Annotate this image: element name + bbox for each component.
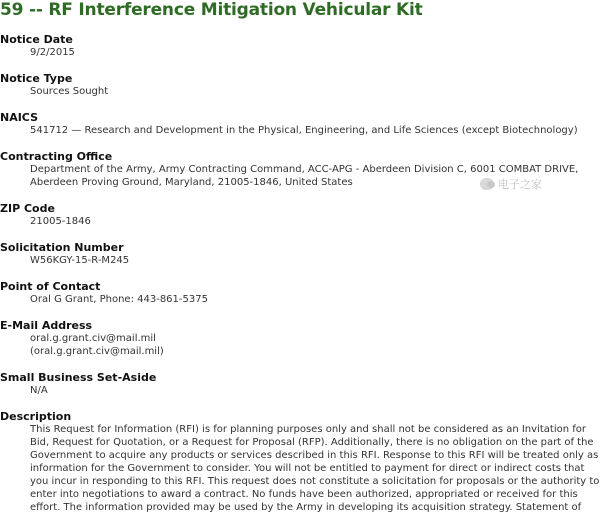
notice-type-value: Sources Sought	[30, 86, 109, 97]
description-line: This Request for Information (RFI) is for planning purposes only and shall not be considered as an Invitation for	[30, 424, 586, 435]
contracting-office-line: Department of the Army, Army Contracting Command, ACC-APG - Aberdeen Division C, 6001 COMBAT DRIVE,	[30, 164, 579, 175]
point-of-contact-value: Oral G Grant, Phone: 443-861-5375	[30, 294, 208, 305]
notice-type-field	[0, 72, 600, 98]
description-line: information for the Government to consider. You will not be entitled to payment for direct or indirect costs that	[30, 463, 585, 474]
naics-value: 541712 — Research and Development in the Physical, Engineering, and Life Sciences (except Biotechnology)	[30, 125, 578, 136]
description-line: Government to acquire any products or services described in this RFI. Response to this RFI will be treated only as	[30, 450, 599, 461]
email-address-label: E-Mail Address	[0, 319, 93, 332]
email-link-secondary[interactable]: (oral.g.grant.civ@mail.mil)	[30, 346, 164, 357]
notice-date-label: Notice Date	[0, 33, 73, 46]
description-label: Description	[0, 410, 72, 423]
point-of-contact-label: Point of Contact	[0, 280, 101, 293]
small-business-value: N/A	[30, 385, 48, 396]
description-line: Bid, Request for Quotation, or a Request for Proposal (RFP). Additionally, there is no obligation on the part of the	[30, 437, 594, 448]
solicitation-number-field	[0, 241, 600, 267]
email-address-value	[0, 332, 600, 358]
notice-type-label: Notice Type	[0, 72, 73, 85]
contracting-office-line: Aberdeen Proving Ground, Maryland, 21005-1846, United States	[30, 177, 353, 188]
solicitation-number-value: W56KGY-15-R-M245	[30, 255, 130, 266]
watermark	[480, 176, 542, 192]
wechat-icon	[480, 178, 494, 190]
contracting-office-label: Contracting Office	[0, 150, 113, 163]
point-of-contact-field	[0, 280, 600, 306]
small-business-field	[0, 371, 600, 397]
naics-label: NAICS	[0, 111, 39, 124]
notice-date-field	[0, 33, 600, 59]
email-address-field	[0, 319, 600, 358]
page-title: 59 -- RF Interference Mitigation Vehicular Kit	[0, 0, 423, 20]
email-link[interactable]: oral.g.grant.civ@mail.mil	[30, 333, 156, 344]
description-text	[0, 423, 600, 514]
notice-date-value: 9/2/2015	[30, 47, 75, 58]
naics-field	[0, 111, 600, 137]
zip-code-field	[0, 202, 600, 228]
description-line: you incur in responding to this RFI. This request does not constitute a solicitation for proposals or the authority to	[30, 476, 600, 487]
watermark-text: 电子之家	[498, 178, 542, 191]
small-business-label: Small Business Set-Aside	[0, 371, 157, 384]
description-field	[0, 410, 600, 514]
description-line: effort. The information provided may be used by the Army in developing its acquisition strategy. Statement of	[30, 502, 582, 513]
solicitation-number-label: Solicitation Number	[0, 241, 124, 254]
zip-code-label: ZIP Code	[0, 202, 55, 215]
zip-code-value: 21005-1846	[30, 216, 91, 227]
description-line: enter into negotiations to award a contract. No funds have been authorized, appropriated or received for this	[30, 489, 578, 500]
